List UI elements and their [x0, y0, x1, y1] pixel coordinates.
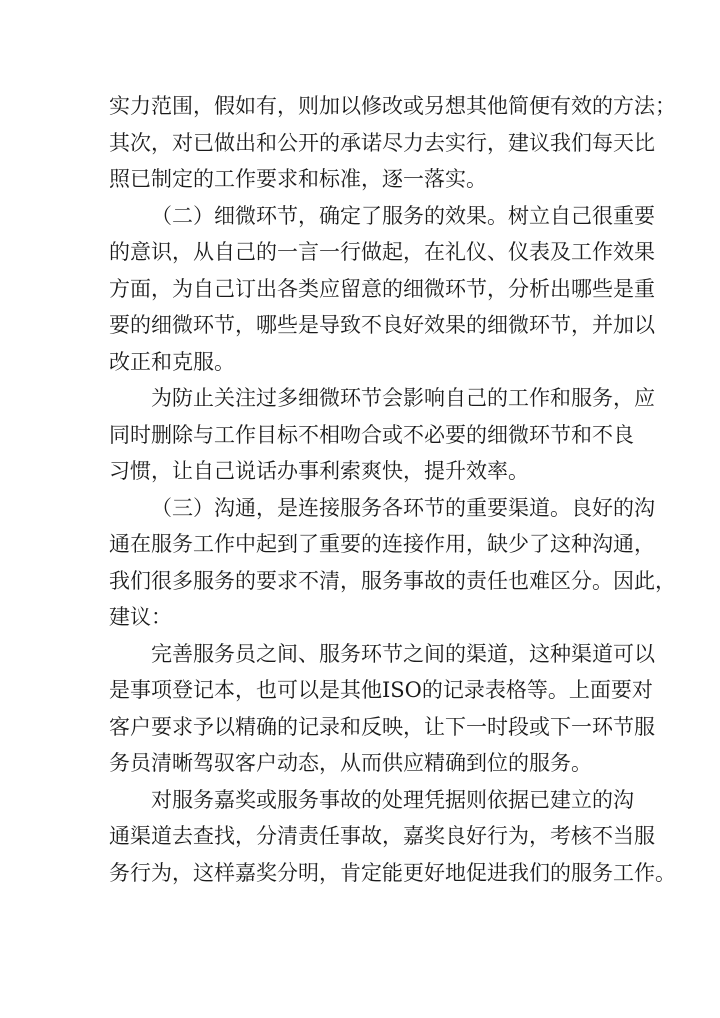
text-line: 客户要求予以精确的记录和反映，让下一时段或下一环节服	[109, 714, 655, 739]
text-line: 务员清晰驾驭客户动态，从而供应精确到位的服务。	[109, 751, 592, 775]
text-line: （三）沟通，是连接服务各环节的重要渠道。良好的沟	[151, 495, 655, 520]
text-line: 其次，对已做出和公开的承诺尽力去实行，建议我们每天比	[109, 130, 655, 155]
text-line: 是事项登记本，也可以是其他ISO的记录表格等。上面要对	[109, 678, 653, 702]
text-line: 为防止关注过多细微环节会影响自己的工作和服务，应	[151, 386, 655, 410]
text-line: 的意识，从自己的一言一行做起，在礼仪、仪表及工作效果	[109, 240, 655, 264]
text-line: 实力范围，假如有，则加以修改或另想其他简便有效的方法；	[109, 94, 676, 118]
text-line: 我们很多服务的要求不清，服务事故的责任也难区分。因此，	[109, 568, 676, 593]
text-line: 方面，为自己订出各类应留意的细微环节，分析出哪些是重	[109, 276, 655, 301]
text-line: （二）细微环节，确定了服务的效果。树立自己很重要	[151, 203, 655, 228]
text-line: 务行为，这样嘉奖分明，肯定能更好地促进我们的服务工作。	[109, 860, 676, 885]
text-line: 建议：	[109, 605, 172, 629]
text-line: 通渠道去查找，分清责任事故，嘉奖良好行为，考核不当服	[109, 824, 655, 848]
text-line: 照已制定的工作要求和标准，逐一落实。	[109, 167, 487, 191]
text-line: 同时删除与工作目标不相吻合或不必要的细微环节和不良	[109, 422, 634, 447]
text-line: 改正和克服。	[109, 349, 235, 374]
text-line: 完善服务员之间、服务环节之间的渠道，这种渠道可以	[151, 641, 655, 666]
text-line: 要的细微环节，哪些是导致不良好效果的细微环节，并加以	[109, 313, 655, 337]
text-line: 通在服务工作中起到了重要的连接作用，缺少了这种沟通，	[109, 532, 655, 556]
body-text	[109, 88, 676, 891]
text-line: 对服务嘉奖或服务事故的处理凭据则依据已建立的沟	[151, 787, 634, 812]
text-line: 习惯，让自己说话办事利索爽快，提升效率。	[109, 459, 529, 483]
